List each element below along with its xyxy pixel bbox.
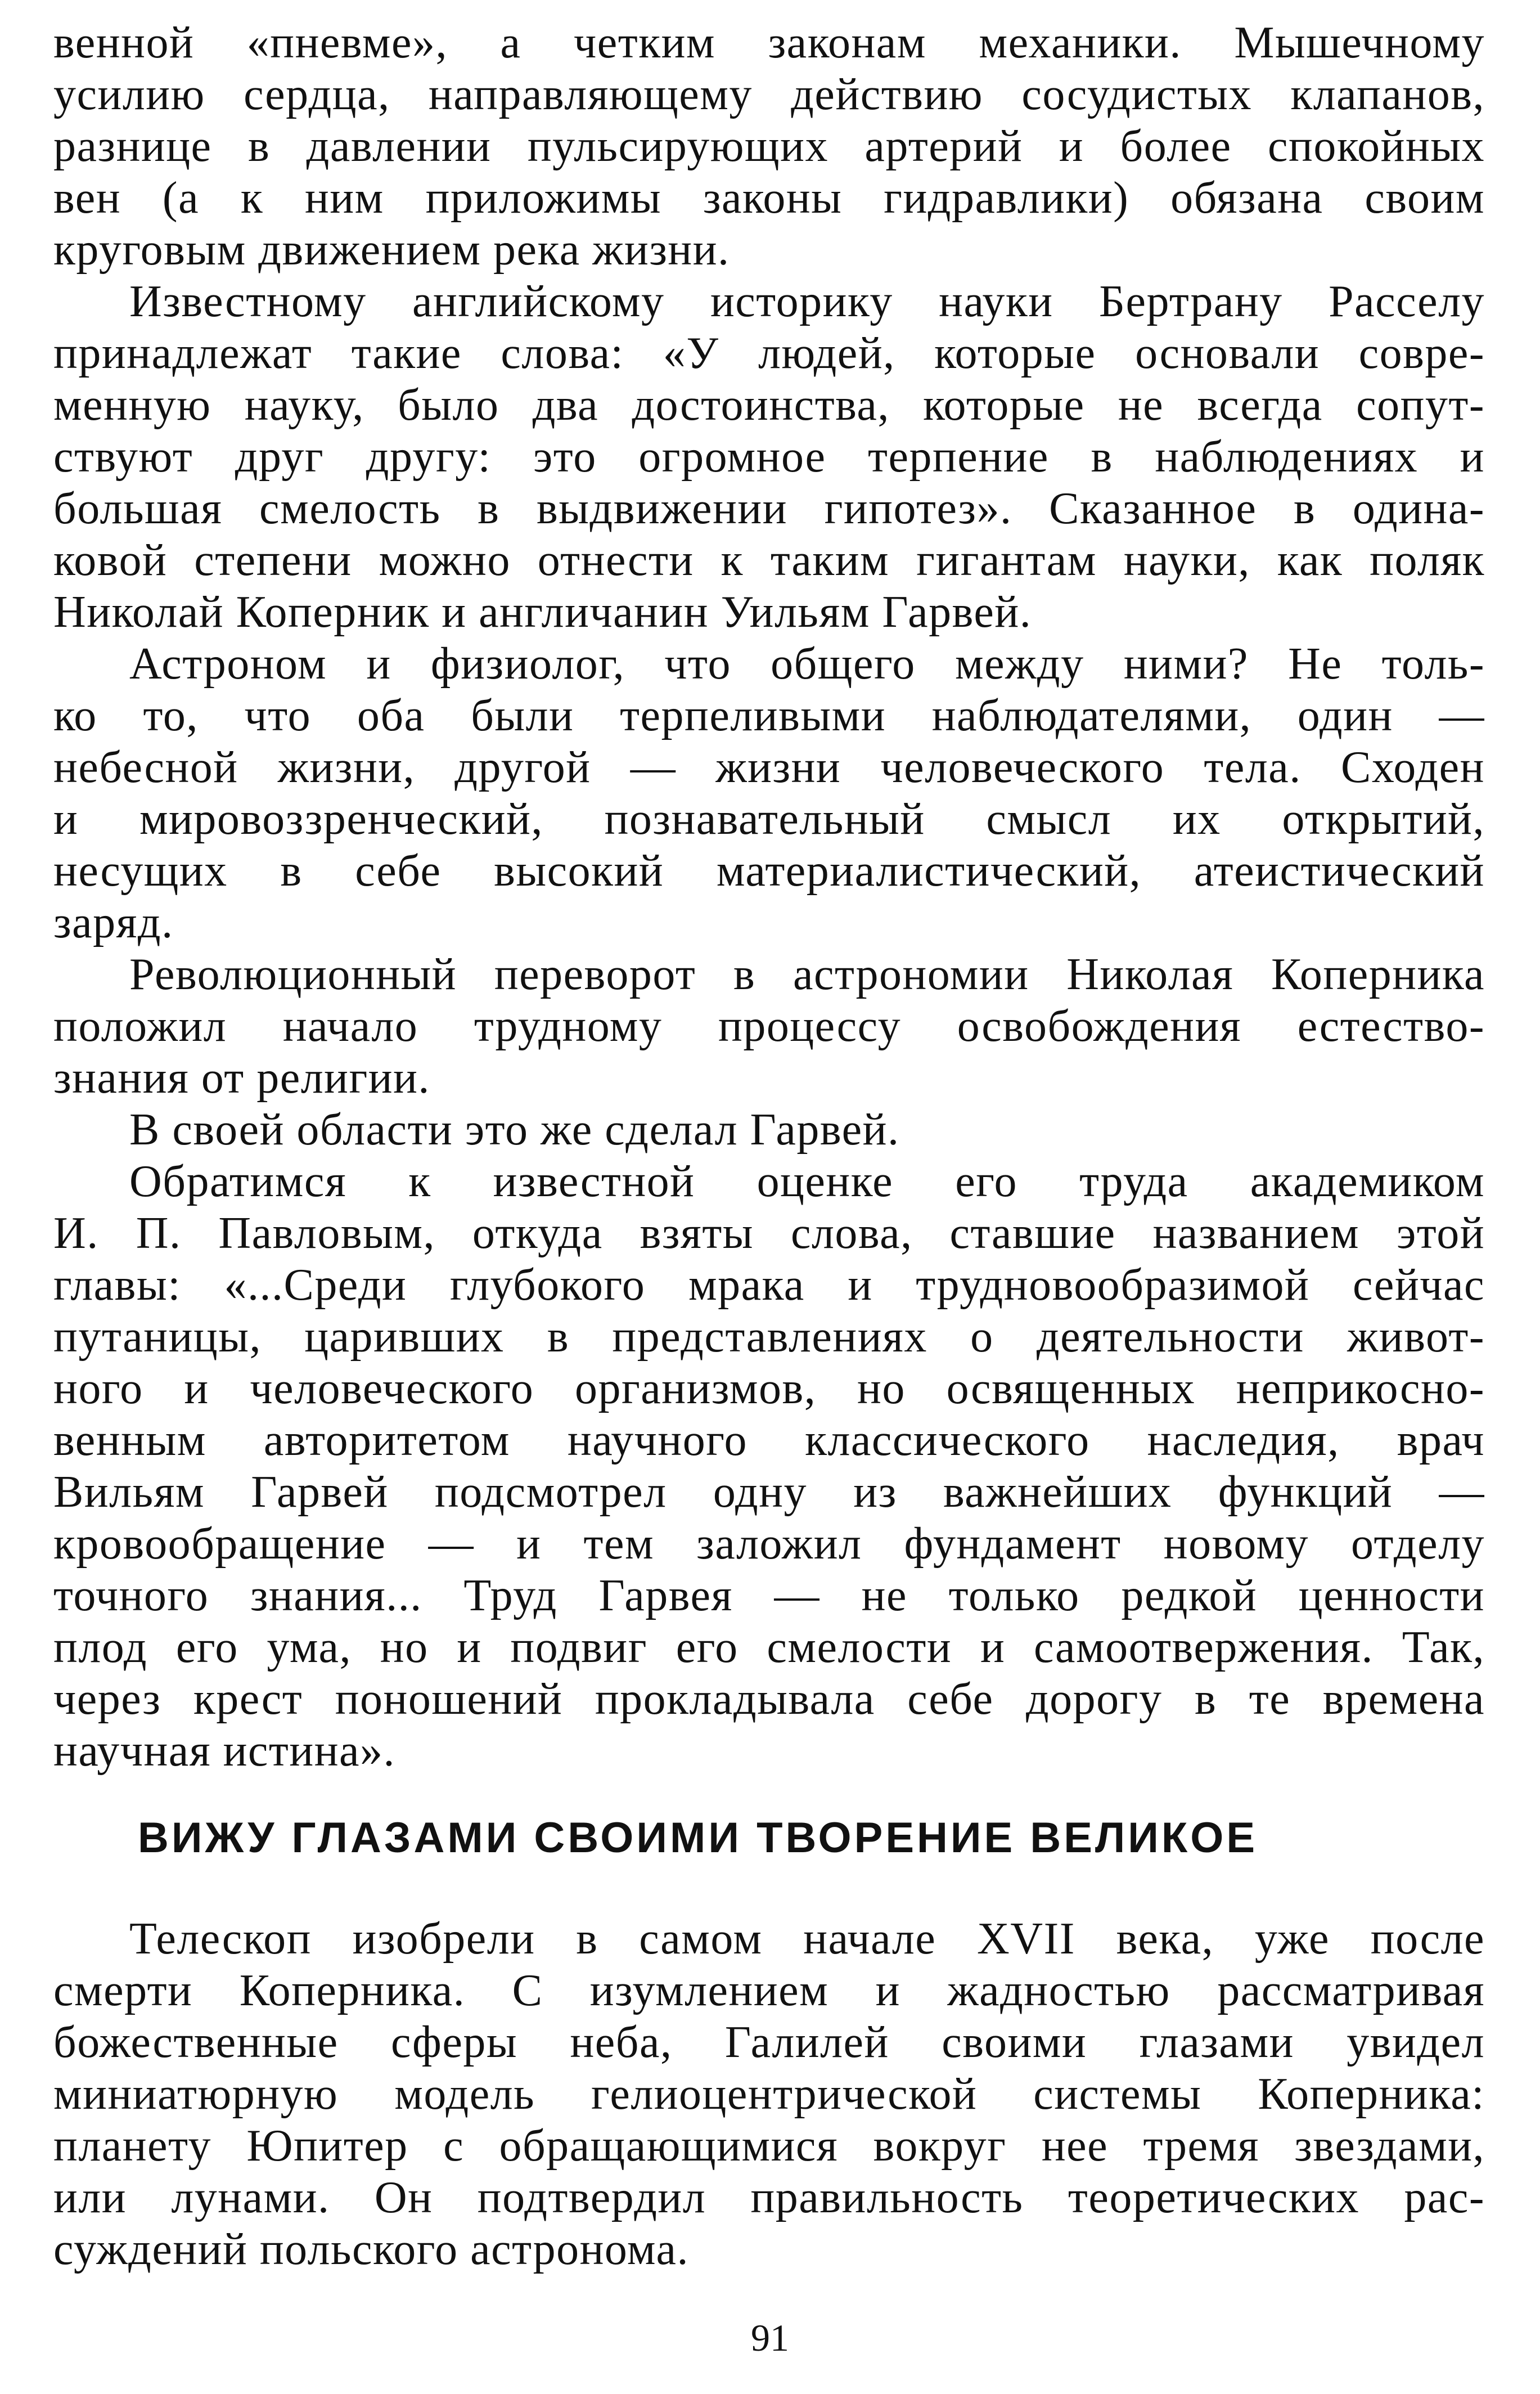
text-line: научная истина». <box>53 1726 396 1776</box>
page-number: 91 <box>751 2316 789 2359</box>
text-line: через крест поношений прокладывала себе дорогу в те времена <box>53 1674 1485 1724</box>
text-line: усилию сердца, направляющему действию сосудистых клапанов, <box>53 70 1485 119</box>
text-line: менную науку, было два достоинства, которые не всегда сопут- <box>53 380 1485 430</box>
text-line: принадлежат такие слова: «У людей, которые основали совре- <box>53 329 1485 378</box>
text-line: плод его ума, но и подвиг его смелости и самоотвержения. Так, <box>53 1623 1485 1672</box>
text-line: ко то, что оба были терпеливыми наблюдателями, один — <box>53 691 1485 740</box>
text-line: кровообращение — и тем заложил фундамент новому отделу <box>53 1519 1485 1569</box>
text-line: смерти Коперника. С изумлением и жадностью рассматривая <box>53 1966 1485 2015</box>
text-line: главы: «...Среди глубокого мрака и трудновообразимой сейчас <box>53 1260 1485 1310</box>
paragraph-first-line: В своей области это же сделал Гарвей. <box>129 1105 900 1155</box>
text-line: суждений польского астронома. <box>53 2225 689 2274</box>
section-heading: ВИЖУ ГЛАЗАМИ СВОИМИ ТВОРЕНИЕ ВЕЛИКОЕ <box>138 1814 1258 1862</box>
text-line: планету Юпитер с обращающимися вокруг нее тремя звездами, <box>53 2121 1485 2171</box>
text-line: круговым движением река жизни. <box>53 225 730 275</box>
text-line: небесной жизни, другой — жизни человеческого тела. Сходен <box>53 743 1485 792</box>
text-line: ного и человеческого организмов, но освященных неприкосно- <box>53 1364 1485 1413</box>
text-line: венным авторитетом научного классического наследия, врач <box>53 1416 1485 1465</box>
text-line: положил начало трудному процессу освобождения естество- <box>53 1001 1485 1051</box>
text-line: большая смелость в выдвижении гипотез». Сказанное в одина- <box>53 484 1485 533</box>
text-line: венной «пневме», а четким законам механики. Мышечному <box>53 18 1485 68</box>
text-line: миниатюрную модель гелиоцентрической системы Коперника: <box>53 2069 1485 2119</box>
text-line: знания от религии. <box>53 1053 430 1103</box>
paragraph-first-line: Известному английскому историку науки Бертрану Расселу <box>129 277 1485 326</box>
text-line: или лунами. Он подтвердил правильность теоретических рас- <box>53 2173 1485 2222</box>
text-line: божественные сферы неба, Галилей своими глазами увидел <box>53 2018 1485 2067</box>
text-line: разнице в давлении пульсирующих артерий и более спокойных <box>53 122 1485 171</box>
text-line: Вильям Гарвей подсмотрел одну из важнейших функций — <box>53 1467 1485 1517</box>
text-line: путаницы, царивших в представлениях о деятельности живот- <box>53 1312 1485 1362</box>
paragraph-first-line: Революционный переворот в астрономии Николая Коперника <box>129 950 1485 999</box>
text-line: И. П. Павловым, откуда взяты слова, ставшие названием этой <box>53 1209 1485 1258</box>
text-line: заряд. <box>53 898 174 947</box>
text-line: ствуют друг другу: это огромное терпение в наблюдениях и <box>53 432 1485 482</box>
text-line: Николай Коперник и англичанин Уильям Гарвей. <box>53 587 1032 637</box>
paragraph-first-line: Телескоп изобрели в самом начале XVII века, уже после <box>129 1914 1485 1964</box>
text-line: и мировоззренческий, познавательный смысл их открытий, <box>53 794 1485 844</box>
text-line: точного знания... Труд Гарвея — не только редкой ценности <box>53 1571 1485 1620</box>
text-line: несущих в себе высокий материалистический, атеистический <box>53 846 1485 896</box>
text-line: ковой степени можно отнести к таким гигантам науки, как поляк <box>53 536 1485 585</box>
text-line: вен (а к ним приложимы законы гидравлики) обязана своим <box>53 173 1485 223</box>
paragraph-first-line: Астроном и физиолог, что общего между ними? Не толь- <box>129 639 1485 689</box>
paragraph-first-line: Обратимся к известной оценке его труда академиком <box>129 1157 1485 1206</box>
